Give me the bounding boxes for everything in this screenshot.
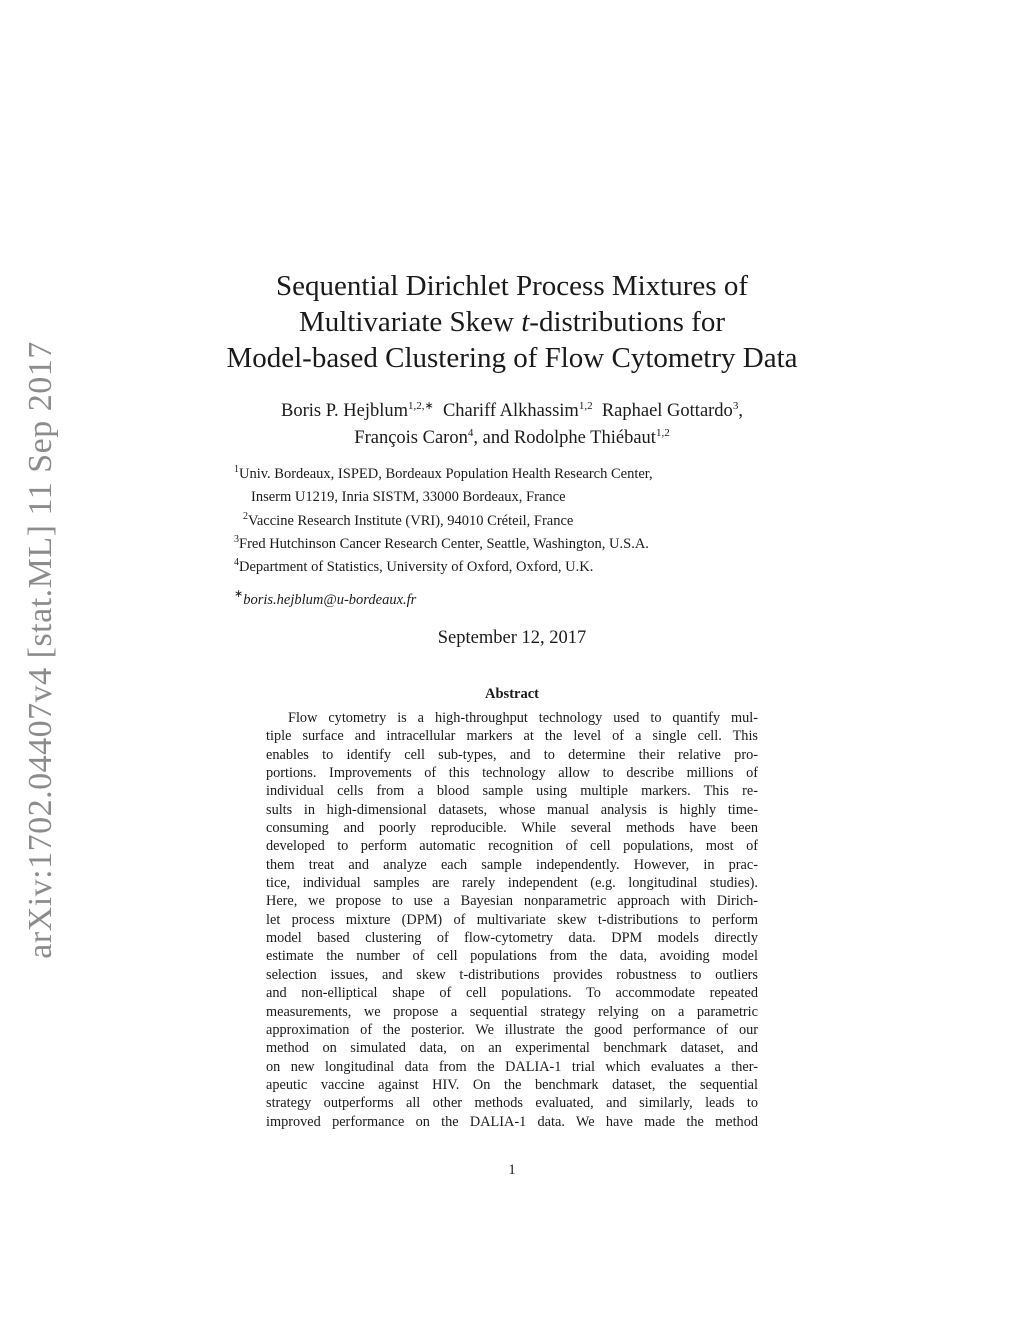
corresponding-email (234, 588, 417, 609)
abstract-line: measurements, we propose a sequential strategy relying on a parametric (266, 1003, 758, 1020)
abstract-line: individual cells from a blood sample using multiple markers. This re- (266, 783, 758, 800)
abstract-line: developed to perform automatic recognition of cell populations, most of (266, 838, 758, 855)
title-line-2-start: Multivariate Skew (298, 306, 522, 338)
affiliation-3-mark: 3 (234, 533, 239, 545)
affiliation-4-text: Department of Statistics, University of Oxford, Oxford, U.K. (239, 559, 594, 576)
author-list (200, 398, 824, 452)
affiliation-list (234, 463, 794, 579)
title-line-2 (200, 304, 824, 340)
title-math-t: t (521, 306, 530, 338)
author-line-1 (200, 398, 824, 425)
author-gottardo: Raphael Gottardo (601, 401, 733, 421)
author-alkhassim: Chariff Alkhassim (442, 401, 579, 421)
author-line-2 (200, 425, 824, 452)
affiliation-1 (234, 463, 794, 486)
abstract-line: Here, we propose to use a Bayesian nonparametric approach with Dirich- (266, 893, 758, 910)
abstract-line: them treat and analyze each sample independently. However, in prac- (266, 856, 758, 873)
affiliation-3-text: Fred Hutchinson Cancer Research Center, Seattle, Washington, U.S.A. (239, 535, 649, 552)
email-mark: ∗ (234, 588, 244, 600)
author-separator-and: , and (473, 428, 514, 448)
affiliation-1-mark: 1 (234, 464, 239, 475)
author-thiebaut: Rodolphe Thiébaut (513, 428, 656, 448)
title-line-1: Sequential Dirichlet Process Mixtures of (276, 270, 748, 302)
affiliation-3 (234, 533, 794, 556)
email-address: boris.hejblum@u-bordeaux.fr (243, 592, 417, 608)
arxiv-sidebar-stamp (6, 341, 76, 959)
author-thiebaut-affil: 1,2 (655, 427, 670, 439)
affiliation-1-text: Univ. Bordeaux, ISPED, Bordeaux Population Health Research Center, (239, 466, 653, 482)
affiliation-4-mark: 4 (234, 557, 239, 569)
abstract-line: Flow cytometry is a high-throughput technology used to quantify mul- (288, 710, 758, 726)
arxiv-identifier: arXiv:1702.04407v4 [stat.ML] 11 Sep 2017 (22, 341, 59, 959)
author-alkhassim-affil: 1,2 (578, 400, 593, 412)
affiliation-4 (234, 556, 794, 579)
affiliation-2-mark: 2 (243, 510, 248, 522)
affiliation-1-text-cont: Inserm U1219, Inria SISTM, 33000 Bordeaux, France (251, 489, 566, 506)
affiliation-2-text: Vaccine Research Institute (VRI), 94010 Créteil, France (248, 512, 574, 529)
author-hejblum-affil: 1,2,∗ (408, 400, 434, 412)
abstract-line: strategy outperforms all other methods evaluated, and similarly, leads to (266, 1095, 758, 1112)
title-line-3: Model-based Clustering of Flow Cytometry Data (226, 342, 798, 374)
author-separator-comma: , (738, 401, 743, 421)
abstract-line: approximation of the posterior. We illustrate the good performance of our (266, 1021, 758, 1038)
abstract-line: let process mixture (DPM) of multivariate skew t-distributions to perform (266, 911, 758, 928)
abstract-line: and non-elliptical shape of cell populations. To accommodate repeated (266, 985, 758, 1002)
abstract-line: consuming and poorly reproducible. While several methods have been (266, 820, 758, 837)
abstract-line: sults in high-dimensional datasets, whose manual analysis is highly time- (266, 801, 758, 818)
publication-date: September 12, 2017 (437, 628, 587, 648)
author-hejblum: Boris P. Hejblum (281, 401, 408, 421)
title-line-2-end: -distributions for (529, 306, 726, 338)
paper-title (200, 268, 824, 376)
page-number: 1 (508, 1162, 516, 1178)
abstract-line: portions. Improvements of this technology allow to describe millions of (266, 765, 758, 782)
abstract-line: on new longitudinal data from the DALIA-1 trial which evaluates a ther- (266, 1058, 758, 1075)
abstract-line: model based clustering of flow-cytometry data. DPM models directly (266, 930, 758, 947)
abstract-body (266, 709, 758, 1131)
abstract-line: tice, individual samples are rarely independent (e.g. longitudinal studies). (266, 875, 758, 892)
affiliation-2 (234, 510, 794, 533)
abstract-line: estimate the number of cell populations from the data, avoiding model (266, 948, 758, 965)
affiliation-1-continued (234, 486, 794, 509)
author-caron: François Caron (354, 428, 468, 448)
abstract-line: improved performance on the DALIA-1 data. We have made the method (266, 1113, 758, 1130)
author-gottardo-affil: 3 (732, 400, 739, 412)
abstract-heading: Abstract (485, 686, 539, 702)
author-caron-affil: 4 (467, 427, 474, 439)
abstract-line: method on simulated data, on an experimental benchmark dataset, and (266, 1040, 758, 1057)
abstract-line: selection issues, and skew t-distributions provides robustness to outliers (266, 966, 758, 983)
abstract-line: enables to identify cell sub-types, and to determine their relative pro- (266, 746, 758, 763)
abstract-line: tiple surface and intracellular markers at the level of a single cell. This (266, 728, 758, 745)
abstract-line: apeutic vaccine against HIV. On the benchmark dataset, the sequential (266, 1076, 758, 1093)
